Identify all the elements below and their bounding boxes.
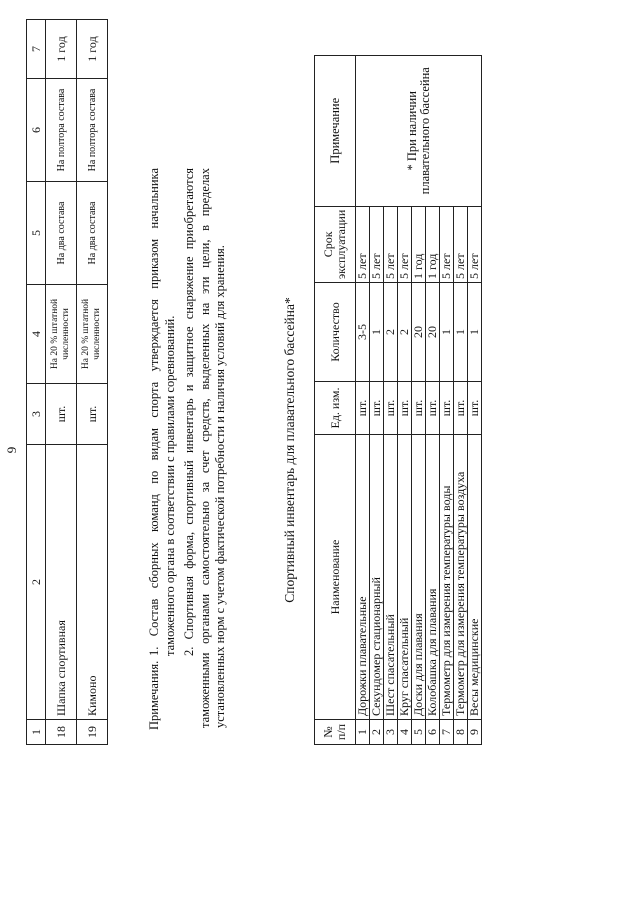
row-number: 2 [370,720,384,745]
item-term: 5 лет [398,206,412,282]
item-unit: шт. [370,382,384,435]
item-unit: шт. [384,382,398,435]
header-cell: 1 [27,720,46,745]
item-quantity: 2 [398,283,412,382]
item-name: Секундомер стационарный [370,435,384,720]
row-number: 1 [356,720,370,745]
note-1 [147,168,178,728]
header-cell: 4 [27,285,46,384]
inventory-table [314,55,482,745]
item-name: Колобашка для плавания [426,435,440,720]
item-col7: 1 год [77,20,108,79]
continuation-table [26,19,108,745]
table-row [356,55,370,744]
item-term: 5 лет [356,206,370,282]
row-number: 8 [454,720,468,745]
table-header-row [315,55,356,744]
inventory-title: Спортивный инвентарь для плавательного бассейна* [282,297,297,603]
item-name: Термометр для измерения температуры воды [440,435,454,720]
row-number: 4 [398,720,412,745]
item-term: 1 год [412,206,426,282]
header-note: Примечание [315,55,356,206]
header-number: № п/п [315,720,356,745]
table-row [46,20,77,745]
table-row [77,20,108,745]
item-col4: На 20 % штатной численности [46,285,77,384]
item-unit: шт. [356,382,370,435]
item-name: Круг спасательный [398,435,412,720]
row-number: 18 [46,720,77,745]
header-cell: 5 [27,182,46,285]
item-name: Термометр для измерения температуры воздуха [454,435,468,720]
table-header-row [27,20,46,745]
item-term: 5 лет [468,206,482,282]
item-name: Шапка спортивная [46,445,77,720]
item-col5: На два состава [46,182,77,285]
note-2-text: 2. Спортивная форма, спортивный инвентарь и защитное снаряжение приобретаются таможенными органами самостоятельно за счет средств, выделенных на эти цели, в пределах установленных норм с учетом фактической потребности и наличия условий для хранения. [182,168,227,728]
item-col5: На два состава [77,182,108,285]
header-name: Наименование [315,435,356,720]
item-col6: На полтора состава [46,79,77,182]
item-term: 5 лет [440,206,454,282]
item-col4: На 20 % штатной численности [77,285,108,384]
header-quantity: Количество [315,283,356,382]
item-term: 5 лет [384,206,398,282]
item-term: 5 лет [454,206,468,282]
row-number: 3 [384,720,398,745]
item-unit: шт. [77,384,108,445]
row-number: 6 [426,720,440,745]
notes-label: Примечания. [147,660,161,730]
inventory-note: * При наличии плавательного бассейна [356,55,482,206]
item-name: Шест спасательный [384,435,398,720]
item-unit: шт. [468,382,482,435]
item-name: Кимоно [77,445,108,720]
header-cell: 2 [27,445,46,720]
item-quantity: 20 [412,283,426,382]
item-quantity: 20 [426,283,440,382]
item-unit: шт. [412,382,426,435]
header-cell: 7 [27,20,46,79]
item-unit: шт. [440,382,454,435]
row-number: 9 [468,720,482,745]
item-quantity: 2 [384,283,398,382]
header-unit: Ед. изм. [315,382,356,435]
item-unit: шт. [398,382,412,435]
item-quantity: 1 [440,283,454,382]
header-term: Срок эксплуатации [315,206,356,282]
item-unit: шт. [46,384,77,445]
item-term: 1 год [426,206,440,282]
row-number: 5 [412,720,426,745]
header-cell: 6 [27,79,46,182]
item-name: Весы медицинские [468,435,482,720]
item-col7: 1 год [46,20,77,79]
item-term: 5 лет [370,206,384,282]
item-name: Доски для плавания [412,435,426,720]
item-quantity: 3-5 [356,283,370,382]
item-quantity: 1 [468,283,482,382]
item-unit: шт. [426,382,440,435]
item-col6: На полтора состава [77,79,108,182]
header-cell: 3 [27,384,46,445]
item-quantity: 1 [454,283,468,382]
page-number: 9 [4,446,19,454]
item-quantity: 1 [370,283,384,382]
row-number: 7 [440,720,454,745]
note-1-text: 1. Состав сборных команд по видам спорта утверждается приказом начальника таможенного органа в соответствии с правилами соревнований. [147,168,177,656]
item-name: Дорожки плавательные [356,435,370,720]
row-number: 19 [77,720,108,745]
item-unit: шт. [454,382,468,435]
